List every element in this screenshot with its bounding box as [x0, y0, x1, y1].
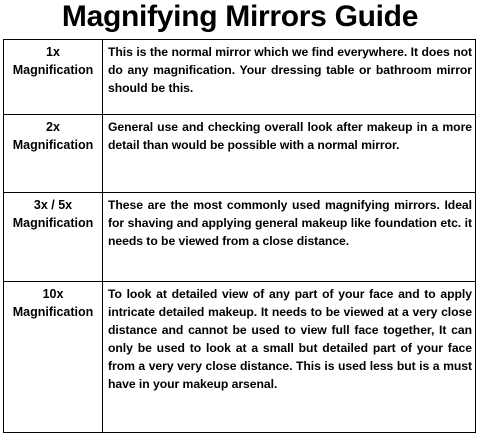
magnification-table — [3, 39, 476, 433]
magnification-level-cell — [4, 282, 103, 433]
magnification-level: 2x — [46, 120, 60, 134]
magnification-description: General use and checking overall look after makeup in a more detail than would be possible with a normal mirror. — [103, 115, 476, 193]
magnification-level-cell — [4, 40, 103, 115]
table-row — [4, 193, 476, 282]
magnification-label: Magnification — [12, 305, 94, 319]
magnification-label: Magnification — [12, 138, 94, 152]
page-title: Magnifying Mirrors Guide — [61, 0, 419, 33]
magnification-level-cell — [4, 193, 103, 282]
magnification-level-cell — [4, 115, 103, 193]
magnification-description: To look at detailed view of any part of your face and to apply intricate detailed makeup. It needs to be viewed at a very close distance and cannot be used to view full face together, It can only be used to look at a small but detailed part of your face from a very very close distance. This is used less but is a must have in your makeup arsenal. — [103, 282, 476, 433]
magnification-label: Magnification — [12, 63, 94, 77]
magnification-level: 1x — [46, 45, 60, 59]
table-row — [4, 40, 476, 115]
table-row — [4, 282, 476, 433]
magnification-description: This is the normal mirror which we find everywhere. It does not do any magnification. Your dressing table or bathroom mirror should be this. — [103, 40, 476, 115]
magnification-label: Magnification — [12, 216, 94, 230]
magnification-description: These are the most commonly used magnifying mirrors. Ideal for shaving and applying general makeup like foundation etc. it needs to be viewed from a close distance. — [103, 193, 476, 282]
magnification-level: 3x / 5x — [33, 198, 73, 212]
magnification-level: 10x — [42, 287, 64, 301]
table-row — [4, 115, 476, 193]
